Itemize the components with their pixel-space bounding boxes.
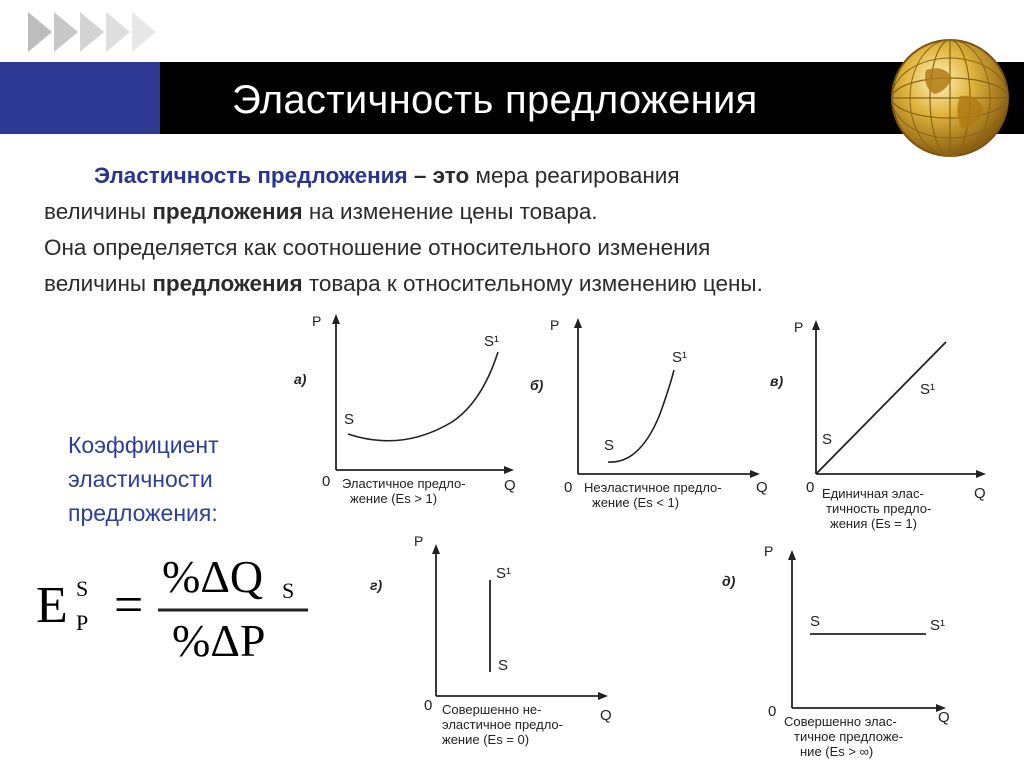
definition-line4-b: товара к относительному изменению цены. [302,271,763,296]
supply-curve [608,370,674,462]
p-label: P [550,317,560,333]
graph-b-inelastic [530,314,774,514]
origin-label: 0 [322,473,331,490]
definition-line-3: Она определяется как соотношение относительного изменения [44,235,711,260]
s-label: S [604,437,615,454]
y-axis-arrow-icon [432,544,440,554]
formula-numerator: %ΔQ [162,551,264,602]
formula-numerator-sub: S [282,578,295,603]
formula-sub: P [76,610,89,635]
s-label: S [810,613,821,630]
q-label: Q [600,707,612,724]
coefficient-line-1: Коэффициент [68,432,219,458]
coefficient-line-2: эластичности [68,466,213,492]
s1-label: S¹ [930,617,945,634]
definition-line2-bold: предложения [152,199,303,224]
formula-equals: = [114,577,144,634]
graph-v-unit-elastic [770,316,1000,538]
definition-line-4 [44,266,984,302]
caption-line-1: Неэластичное предло- [584,480,722,495]
x-axis-arrow-icon [976,470,986,478]
elasticity-formula [32,538,312,670]
q-label: Q [756,479,768,496]
caption-line-1: Единичная элас- [822,486,924,501]
p-label: P [794,319,804,335]
supply-curve [348,352,498,441]
origin-label: 0 [768,703,777,720]
coefficient-line-3: предложения: [68,500,218,526]
q-label: Q [938,709,950,726]
origin-label: 0 [564,479,573,496]
definition-dash: – это [407,163,470,188]
definition-line4-bold: предложения [152,271,303,296]
s-label: S [822,431,833,448]
p-label: P [312,313,322,329]
supply-line [816,342,946,474]
y-axis-arrow-icon [332,314,340,324]
x-axis-arrow-icon [750,470,760,478]
nav-arrows-icon [28,10,168,54]
definition-line-1 [44,158,984,194]
caption-line-2: жение (Es < 1) [592,495,680,510]
graph-tag: а) [294,371,307,387]
s1-label: S¹ [496,565,511,582]
graph-tag: д) [722,573,736,589]
s1-label: S¹ [672,349,687,366]
y-axis-arrow-icon [574,318,582,328]
s-label: S [498,657,509,674]
y-axis-arrow-icon [788,550,796,560]
caption-line-3: жения (Es = 1) [830,516,917,531]
caption-line-1: Совершенно элас- [784,714,897,729]
definition-line2-b: на изменение цены товара. [302,199,598,224]
q-label: Q [504,477,516,494]
p-label: P [764,543,774,559]
s1-label: S¹ [920,381,935,398]
page-title: Эластичность предложения [232,78,758,122]
x-axis-arrow-icon [598,692,608,700]
y-axis-arrow-icon [812,320,820,330]
formula-e: E [36,577,68,634]
definition-line2-a: величины [44,199,153,224]
graph-a-elastic [292,312,522,510]
coefficient-label [68,428,219,530]
origin-label: 0 [806,479,815,496]
graph-tag: б) [530,377,544,393]
graph-d-perfectly-elastic [720,540,960,762]
caption-line-2: эластичное предло- [442,717,563,732]
x-axis-arrow-icon [504,466,514,474]
caption-line-1: Совершенно не- [442,702,542,717]
s1-label: S¹ [484,333,499,350]
graph-tag: в) [770,373,784,389]
title-accent-block [0,62,160,134]
origin-label: 0 [424,697,433,714]
formula-sup: S [76,576,89,601]
globe-icon [886,34,1014,162]
caption-line-2: жение (Es > 1) [350,491,438,506]
p-label: P [414,533,424,549]
graph-tag: г) [370,577,383,593]
definition-line-2 [44,194,984,230]
caption-line-2: тичность предло- [826,501,932,516]
definition-line1-rest: мера реагирования [469,163,680,188]
caption-line-3: жение (Es = 0) [442,732,530,747]
graph-g-perfectly-inelastic [370,530,630,752]
definition-line4-a: величины [44,271,153,296]
caption-line-2: тичное предложе- [794,729,904,744]
s-label: S [344,411,355,428]
definition-term: Эластичность предложения [94,163,408,188]
q-label: Q [974,485,986,502]
caption-line-1: Эластичное предло- [342,476,466,491]
formula-denominator: %ΔP [172,615,266,666]
definition-paragraph [44,158,984,302]
caption-line-3: ние (Es > ∞) [800,744,874,759]
